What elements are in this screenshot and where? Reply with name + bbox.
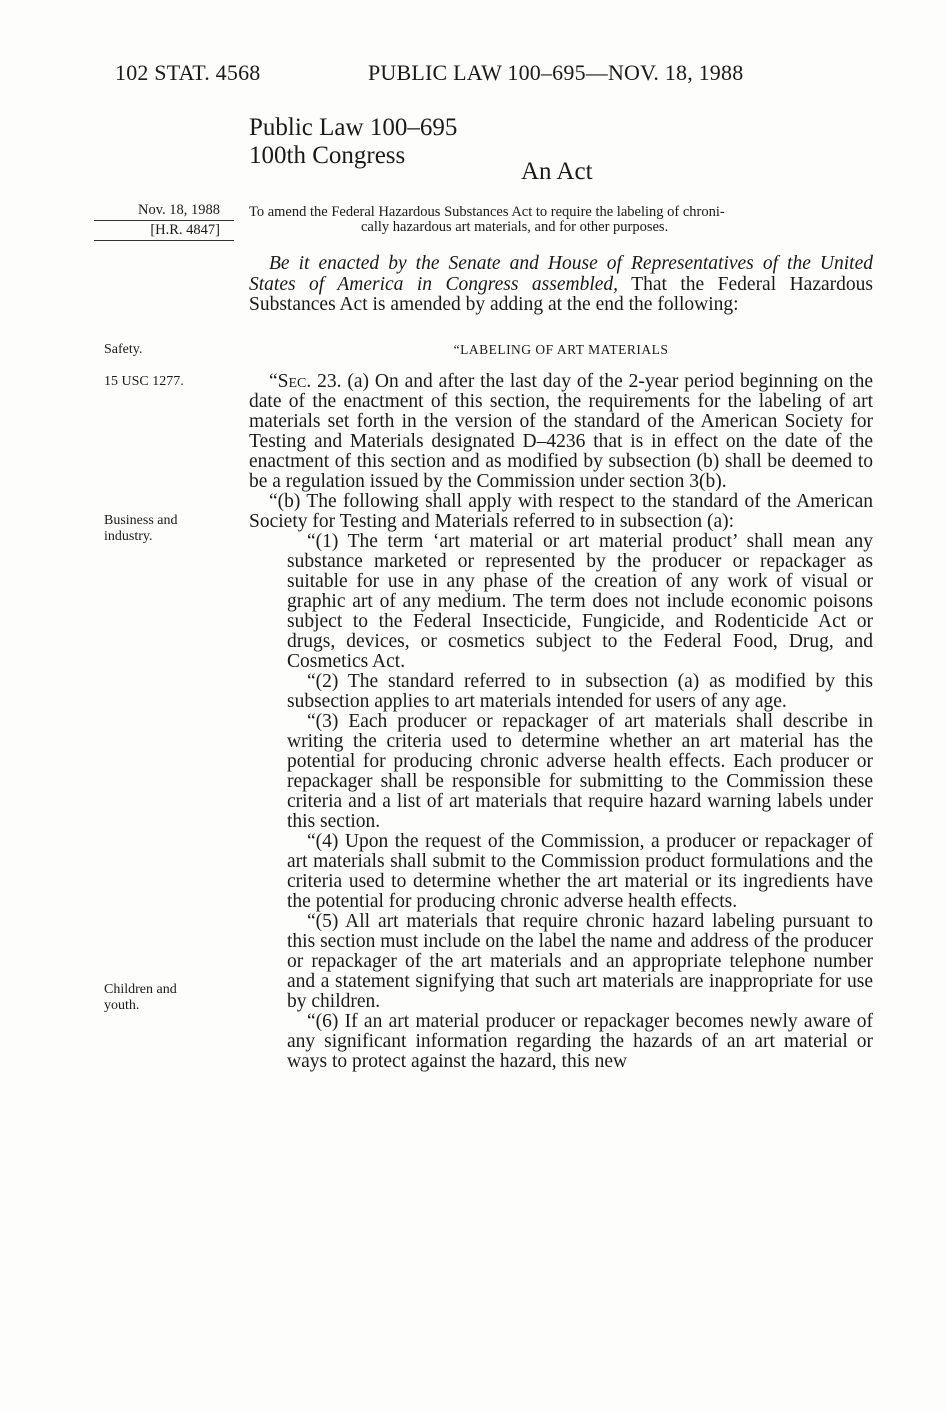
margin-note-business: Business and industry. bbox=[104, 513, 178, 544]
public-law-number: Public Law 100–695 bbox=[249, 114, 458, 141]
section-heading: “LABELING OF ART MATERIALS bbox=[453, 342, 669, 357]
enacting-clause bbox=[249, 254, 873, 316]
margin-note-children: Children and youth. bbox=[104, 982, 177, 1013]
law-title-block bbox=[249, 114, 457, 170]
subsection-b: “(b) The following shall apply with respect to the standard of the American Society for Testing and Materials referred to in subsection (a): bbox=[249, 491, 873, 532]
congress-number: 100th Congress bbox=[249, 142, 406, 169]
subsection-a: “Sec. 23. (a) On and after the last day of the 2-year period beginning on the date of the enactment of this section, the requirements for the labeling of art materials set forth in the version of the standard of the American Society for Testing and Materials designated D–4236 that is in effect on the date of the enactment of this section and as modified by subsection (b) shall be deemed to be a regulation issued by the Commission under section 3(b). bbox=[249, 371, 873, 492]
act-heading: An Act bbox=[521, 158, 593, 185]
margin-note-usc: 15 USC 1277. bbox=[104, 374, 184, 389]
purpose-line-1: To amend the Federal Hazardous Substances Act to require the labeling of chroni- bbox=[249, 204, 725, 220]
margin-note-safety: Safety. bbox=[104, 342, 143, 357]
enacting-text: That the Federal Hazardous Substances Act is amended by adding at the end the following: bbox=[249, 273, 873, 315]
section-body bbox=[249, 372, 873, 1072]
sec-label: Sec bbox=[277, 371, 307, 392]
paragraph-3: “(3) Each producer or repackager of art materials shall describe in writing the criteria used to determine whether an art material has the potential for producing chronic adverse health effects. Each producer or repackager shall be responsible for submitting to the Commission these criteria and a list of art materials that require hazard warning labels under this section. bbox=[287, 711, 873, 832]
page-stat-citation: 102 STAT. 4568 bbox=[115, 60, 261, 85]
paragraph-5: “(5) All art materials that require chronic hazard labeling pursuant to this section must include on the label the name and address of the producer or repackager of the art materials and an appropriate telephone number and a statement signifying that such art materials are inappropriate for use by children. bbox=[287, 911, 873, 1012]
bill-number: [H.R. 4847] bbox=[94, 221, 234, 241]
paragraph-4: “(4) Upon the request of the Commission, a producer or repackager of art materials shall submit to the Commission product formulations and the criteria used to determine whether the art material or its ingredients have the potential for producing chronic adverse health effects. bbox=[287, 831, 873, 912]
paragraph-6: “(6) If an art material producer or repackager becomes newly aware of any significant information regarding the hazards of an art material or ways to protect against the hazard, this new bbox=[287, 1011, 873, 1072]
paragraph-2: “(2) The standard referred to in subsection (a) as modified by this subsection applies to art materials intended for users of any age. bbox=[287, 671, 873, 712]
purpose-statement bbox=[249, 205, 873, 235]
enacting-formula: Be it enacted by the Senate and House of Representatives of the United States of America in Congress assembled, bbox=[249, 253, 873, 295]
paragraph-1: “(1) The term ‘art material or art material product’ shall mean any substance marketed or represented by the producer or repackager as suitable for use in any phase of the creation of any work of visual or graphic art of any medium. The term does not include economic poisons subject to the Federal Insecticide, Fungicide, and Rodenticide Act or drugs, devices, or cosmetics subject to the Federal Food, Drug, and Cosmetics Act. bbox=[287, 531, 873, 672]
purpose-line-2: cally hazardous art materials, and for other purposes. bbox=[361, 219, 669, 235]
enactment-date: Nov. 18, 1988 bbox=[94, 202, 234, 221]
date-bill-block bbox=[94, 202, 234, 241]
running-header: PUBLIC LAW 100–695—NOV. 18, 1988 bbox=[368, 60, 744, 85]
